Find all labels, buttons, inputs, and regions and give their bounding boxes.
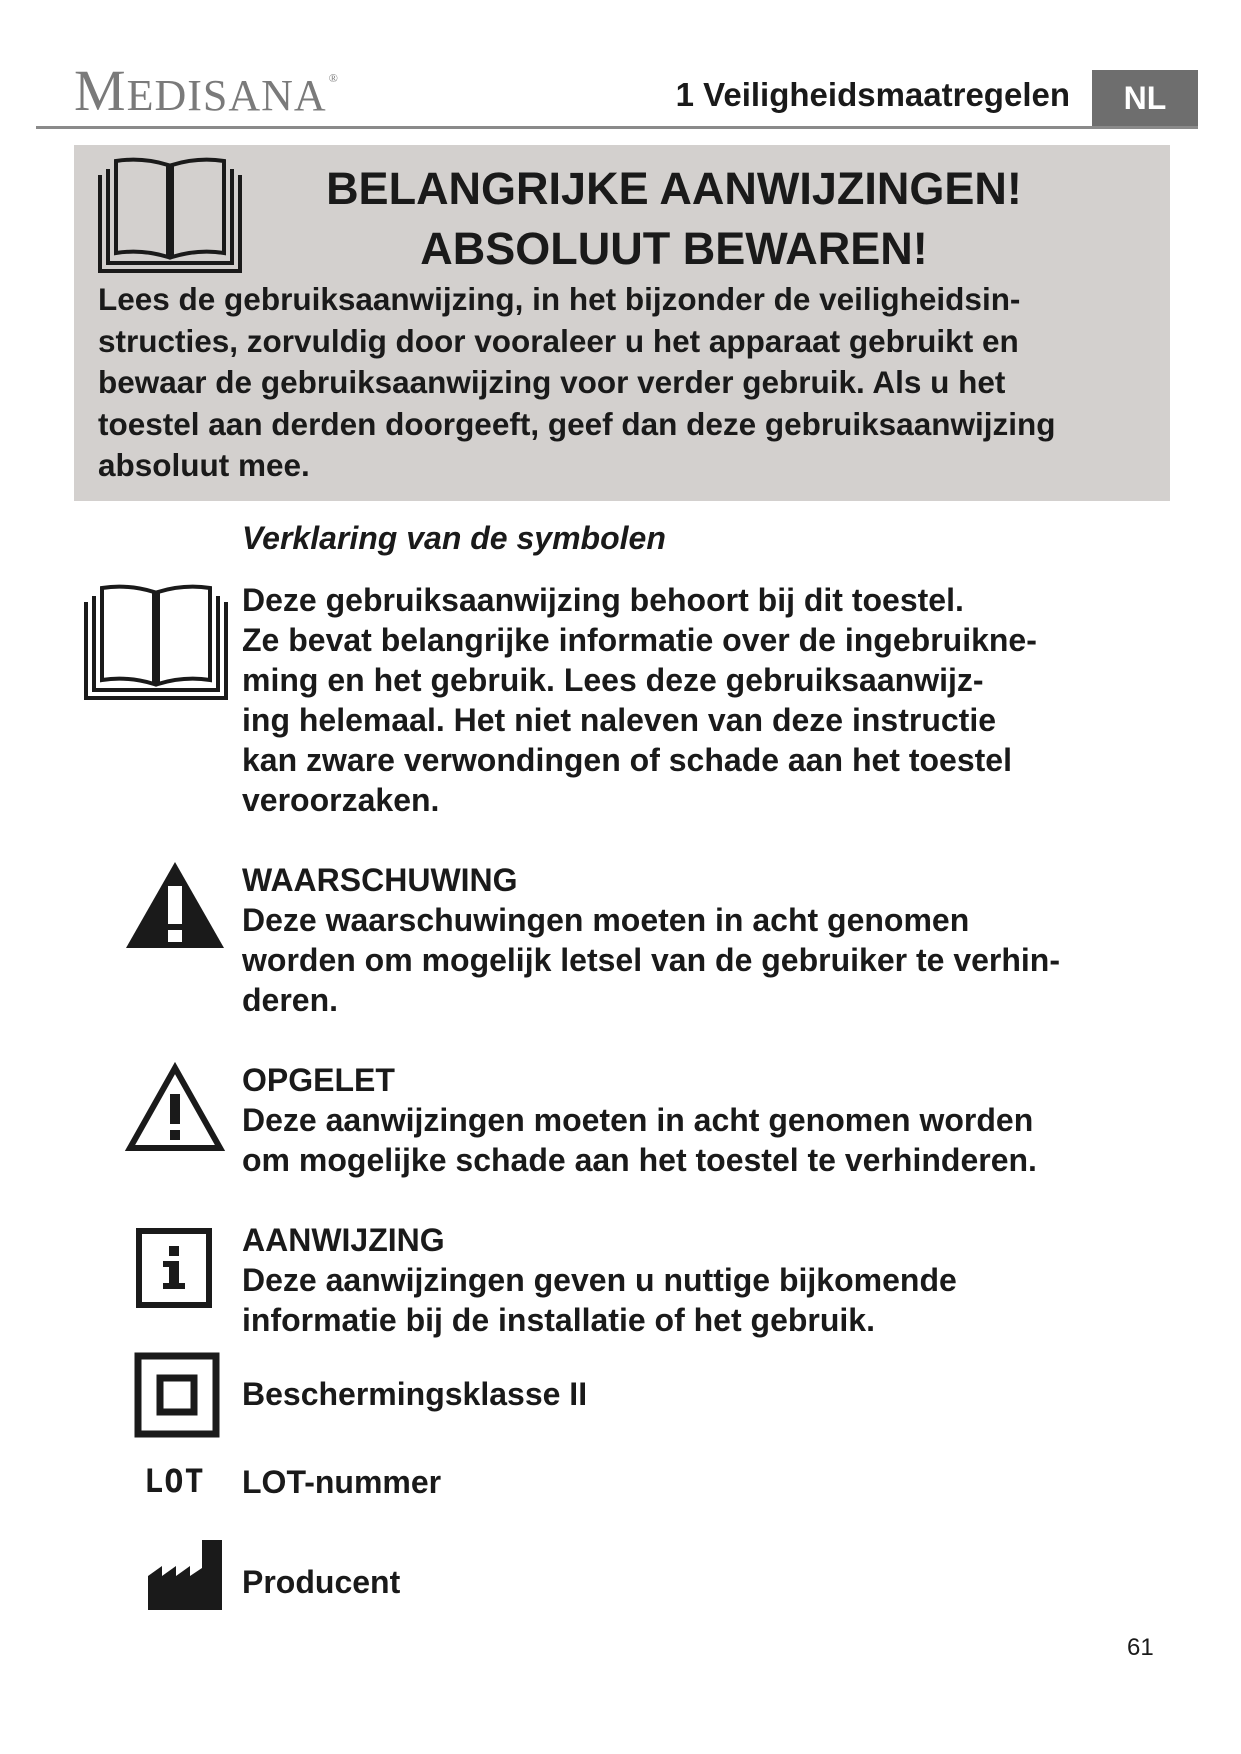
manual-line: Deze gebruiksaanwijzing behoort bij dit toestel. <box>242 582 964 618</box>
section-title: 1 Veiligheidsmaatregelen <box>675 76 1070 113</box>
legend-title: Verklaring van de symbolen <box>242 520 666 556</box>
caution-description <box>242 1060 1162 1180</box>
note-line: informatie bij de installatie of het gebruik. <box>242 1302 875 1338</box>
notice-body-line: bewaar de gebruiksaanwijzing voor verder gebruik. Als u het <box>98 364 1006 400</box>
note-line: Deze aanwijzingen geven u nuttige bijkomende <box>242 1262 957 1298</box>
notice-heading <box>234 159 1114 279</box>
notice-body-line: absoluut mee. <box>98 447 310 483</box>
note-description <box>242 1220 1162 1340</box>
caution-line: Deze aanwijzingen moeten in acht genomen worden <box>242 1102 1034 1138</box>
language-tag: NL <box>1092 70 1198 127</box>
book-icon <box>96 153 244 277</box>
notice-body <box>98 279 1158 487</box>
protection-class-ii-icon <box>134 1352 220 1438</box>
warning-description <box>242 860 1162 1020</box>
warning-line: deren. <box>242 982 339 1018</box>
manufacturer-text: Producent <box>242 1564 401 1600</box>
manual-line: kan zware verwondingen of schade aan het toestel <box>242 742 1012 778</box>
book-icon <box>82 580 230 704</box>
notice-heading-line: BELANGRIJKE AANWIJZINGEN! <box>326 163 1022 214</box>
header-divider <box>36 126 1198 129</box>
warning-line: worden om mogelijk letsel van de gebruiker te verhin- <box>242 942 1060 978</box>
manual-line: ming en het gebruik. Lees deze gebruiksaanwijz- <box>242 662 984 698</box>
manual-line: veroorzaken. <box>242 782 440 818</box>
manual-line: ing helemaal. Het niet naleven van deze instructie <box>242 702 997 738</box>
warning-filled-icon <box>124 860 226 950</box>
protection-text: Beschermingsklasse II <box>242 1376 588 1412</box>
info-icon <box>136 1228 212 1308</box>
factory-icon <box>148 1540 222 1610</box>
notice-body-line: structies, zorvuldig door vooraleer u het apparaat gebruikt en <box>98 322 1019 359</box>
notice-body-line: Lees de gebruiksaanwijzing, in het bijzonder de veiligheidsin- <box>98 281 1021 317</box>
lot-text: LOT-nummer <box>242 1464 442 1500</box>
notice-body-line: toestel aan derden doorgeeft, geef dan deze gebruiksaanwijzing <box>98 405 1056 442</box>
caution-line: om mogelijke schade aan het toestel te verhinderen. <box>242 1142 1037 1178</box>
note-label: AANWIJZING <box>242 1222 445 1258</box>
warning-line: Deze waarschuwingen moeten in acht genomen <box>242 902 970 938</box>
caution-label: OPGELET <box>242 1062 395 1098</box>
brand-logo: MEDISANA ® <box>74 58 339 123</box>
warning-label: WAARSCHUWING <box>242 862 518 898</box>
page-number: 61 <box>1127 1634 1154 1661</box>
lot-icon: LOT <box>144 1462 205 1500</box>
manual-description <box>242 580 1162 820</box>
manual-line: Ze bevat belangrijke informatie over de ingebruikne- <box>242 622 1037 658</box>
caution-outline-icon <box>124 1062 226 1152</box>
important-notice-box <box>74 145 1170 501</box>
notice-heading-line: ABSOLUUT BEWAREN! <box>420 223 928 274</box>
